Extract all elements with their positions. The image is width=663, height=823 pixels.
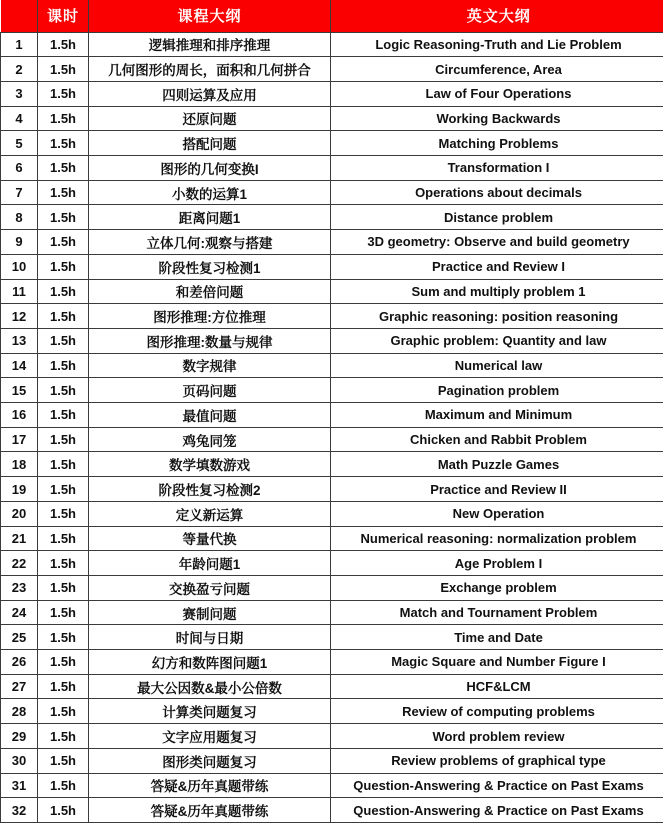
row-number-cell: 26 [1,650,38,675]
row-number-cell: 28 [1,699,38,724]
cn-course-title-cell: 阶段性复习检测2 [89,477,331,502]
class-hours-cell: 1.5h [38,403,89,428]
row-number-cell: 19 [1,477,38,502]
row-number-cell: 13 [1,328,38,353]
table-row [1,279,663,304]
class-hours-cell: 1.5h [38,625,89,650]
class-hours-cell: 1.5h [38,304,89,329]
table-body [1,32,663,823]
cn-course-title-cell: 最大公因数&最小公倍数 [89,674,331,699]
class-hours-cell: 1.5h [38,131,89,156]
class-hours-cell: 1.5h [38,32,89,57]
table-row [1,526,663,551]
table-row [1,106,663,131]
en-course-title-cell: Word problem review [331,724,663,749]
class-hours-cell: 1.5h [38,353,89,378]
class-hours-cell: 1.5h [38,798,89,823]
cn-course-title-cell: 阶段性复习检测1 [89,254,331,279]
table-row [1,131,663,156]
cn-course-title-cell: 图形的几何变换I [89,156,331,181]
row-number-cell: 12 [1,304,38,329]
class-hours-cell: 1.5h [38,526,89,551]
en-course-title-cell: HCF&LCM [331,674,663,699]
cn-course-title-cell: 数字规律 [89,353,331,378]
en-course-title-cell: Review of computing problems [331,699,663,724]
table-row [1,551,663,576]
table-row [1,501,663,526]
class-hours-cell: 1.5h [38,57,89,82]
table-row [1,748,663,773]
class-hours-cell: 1.5h [38,81,89,106]
table-row [1,798,663,823]
row-number-cell: 22 [1,551,38,576]
en-course-title-cell: Practice and Review I [331,254,663,279]
cn-course-title-cell: 还原问题 [89,106,331,131]
table-header [1,0,663,32]
row-number-cell: 32 [1,798,38,823]
class-hours-cell: 1.5h [38,452,89,477]
en-course-title-cell: Time and Date [331,625,663,650]
en-course-title-cell: Law of Four Operations [331,81,663,106]
table-row [1,477,663,502]
en-course-title-cell: Graphic reasoning: position reasoning [331,304,663,329]
cn-course-title-cell: 和差倍问题 [89,279,331,304]
table-row [1,773,663,798]
row-number-cell: 3 [1,81,38,106]
row-number-cell: 6 [1,156,38,181]
table-row [1,625,663,650]
en-course-title-cell: Transformation I [331,156,663,181]
class-hours-cell: 1.5h [38,699,89,724]
row-number-cell: 7 [1,180,38,205]
table-row [1,230,663,255]
class-hours-cell: 1.5h [38,650,89,675]
row-number-cell: 2 [1,57,38,82]
en-course-title-cell: Practice and Review II [331,477,663,502]
en-course-title-cell: Math Puzzle Games [331,452,663,477]
cn-course-title-cell: 鸡兔同笼 [89,427,331,452]
class-hours-cell: 1.5h [38,254,89,279]
class-hours-cell: 1.5h [38,674,89,699]
en-course-title-cell: Numerical law [331,353,663,378]
table-row [1,600,663,625]
row-number-cell: 4 [1,106,38,131]
en-course-title-cell: Maximum and Minimum [331,403,663,428]
class-hours-cell: 1.5h [38,279,89,304]
row-number-cell: 17 [1,427,38,452]
en-course-title-cell: Working Backwards [331,106,663,131]
table-row [1,254,663,279]
cn-course-title-cell: 图形推理:数量与规律 [89,328,331,353]
table-row [1,156,663,181]
table-row [1,328,663,353]
table-row [1,304,663,329]
header-blank [1,0,38,32]
header-row [1,0,663,32]
class-hours-cell: 1.5h [38,180,89,205]
row-number-cell: 27 [1,674,38,699]
en-course-title-cell: 3D geometry: Observe and build geometry [331,230,663,255]
cn-course-title-cell: 等量代换 [89,526,331,551]
cn-course-title-cell: 四则运算及应用 [89,81,331,106]
table-row [1,724,663,749]
class-hours-cell: 1.5h [38,205,89,230]
table-row [1,32,663,57]
header-en-outline: 英文大纲 [331,0,663,32]
class-hours-cell: 1.5h [38,477,89,502]
class-hours-cell: 1.5h [38,773,89,798]
en-course-title-cell: Question-Answering & Practice on Past Exams [331,798,663,823]
en-course-title-cell: Match and Tournament Problem [331,600,663,625]
row-number-cell: 18 [1,452,38,477]
cn-course-title-cell: 答疑&历年真题带练 [89,798,331,823]
en-course-title-cell: Logic Reasoning-Truth and Lie Problem [331,32,663,57]
cn-course-title-cell: 几何图形的周长，面积和几何拼合 [89,57,331,82]
header-hours: 课时 [38,0,89,32]
en-course-title-cell: Chicken and Rabbit Problem [331,427,663,452]
row-number-cell: 29 [1,724,38,749]
cn-course-title-cell: 交换盈亏问题 [89,575,331,600]
class-hours-cell: 1.5h [38,106,89,131]
table-row [1,674,663,699]
class-hours-cell: 1.5h [38,575,89,600]
cn-course-title-cell: 立体几何:观察与搭建 [89,230,331,255]
row-number-cell: 5 [1,131,38,156]
en-course-title-cell: Distance problem [331,205,663,230]
cn-course-title-cell: 最值问题 [89,403,331,428]
row-number-cell: 8 [1,205,38,230]
header-cn-outline: 课程大纲 [89,0,331,32]
cn-course-title-cell: 逻辑推理和排序推理 [89,32,331,57]
row-number-cell: 11 [1,279,38,304]
cn-course-title-cell: 幻方和数阵图问题1 [89,650,331,675]
row-number-cell: 21 [1,526,38,551]
class-hours-cell: 1.5h [38,551,89,576]
cn-course-title-cell: 计算类问题复习 [89,699,331,724]
en-course-title-cell: Pagination problem [331,378,663,403]
cn-course-title-cell: 页码问题 [89,378,331,403]
cn-course-title-cell: 答疑&历年真题带练 [89,773,331,798]
row-number-cell: 23 [1,575,38,600]
row-number-cell: 25 [1,625,38,650]
class-hours-cell: 1.5h [38,748,89,773]
en-course-title-cell: Exchange problem [331,575,663,600]
class-hours-cell: 1.5h [38,600,89,625]
class-hours-cell: 1.5h [38,328,89,353]
table-row [1,575,663,600]
cn-course-title-cell: 年龄问题1 [89,551,331,576]
class-hours-cell: 1.5h [38,230,89,255]
row-number-cell: 16 [1,403,38,428]
row-number-cell: 14 [1,353,38,378]
table-row [1,403,663,428]
en-course-title-cell: New Operation [331,501,663,526]
en-course-title-cell: Age Problem I [331,551,663,576]
row-number-cell: 24 [1,600,38,625]
table-row [1,452,663,477]
row-number-cell: 10 [1,254,38,279]
row-number-cell: 15 [1,378,38,403]
class-hours-cell: 1.5h [38,427,89,452]
cn-course-title-cell: 数学填数游戏 [89,452,331,477]
table-row [1,699,663,724]
table-row [1,427,663,452]
table-row [1,81,663,106]
cn-course-title-cell: 距离问题1 [89,205,331,230]
cn-course-title-cell: 赛制问题 [89,600,331,625]
table-row [1,57,663,82]
cn-course-title-cell: 文字应用题复习 [89,724,331,749]
row-number-cell: 20 [1,501,38,526]
table-row [1,205,663,230]
cn-course-title-cell: 图形推理:方位推理 [89,304,331,329]
en-course-title-cell: Matching Problems [331,131,663,156]
table-row [1,378,663,403]
cn-course-title-cell: 小数的运算1 [89,180,331,205]
table-row [1,180,663,205]
class-hours-cell: 1.5h [38,501,89,526]
en-course-title-cell: Graphic problem: Quantity and law [331,328,663,353]
cn-course-title-cell: 时间与日期 [89,625,331,650]
table-row [1,650,663,675]
en-course-title-cell: Review problems of graphical type [331,748,663,773]
class-hours-cell: 1.5h [38,156,89,181]
en-course-title-cell: Question-Answering & Practice on Past Exams [331,773,663,798]
class-hours-cell: 1.5h [38,378,89,403]
cn-course-title-cell: 搭配问题 [89,131,331,156]
en-course-title-cell: Magic Square and Number Figure I [331,650,663,675]
cn-course-title-cell: 图形类问题复习 [89,748,331,773]
row-number-cell: 31 [1,773,38,798]
en-course-title-cell: Operations about decimals [331,180,663,205]
row-number-cell: 9 [1,230,38,255]
row-number-cell: 30 [1,748,38,773]
cn-course-title-cell: 定义新运算 [89,501,331,526]
en-course-title-cell: Numerical reasoning: normalization problem [331,526,663,551]
en-course-title-cell: Circumference, Area [331,57,663,82]
en-course-title-cell: Sum and multiply problem 1 [331,279,663,304]
class-hours-cell: 1.5h [38,724,89,749]
table-row [1,353,663,378]
row-number-cell: 1 [1,32,38,57]
